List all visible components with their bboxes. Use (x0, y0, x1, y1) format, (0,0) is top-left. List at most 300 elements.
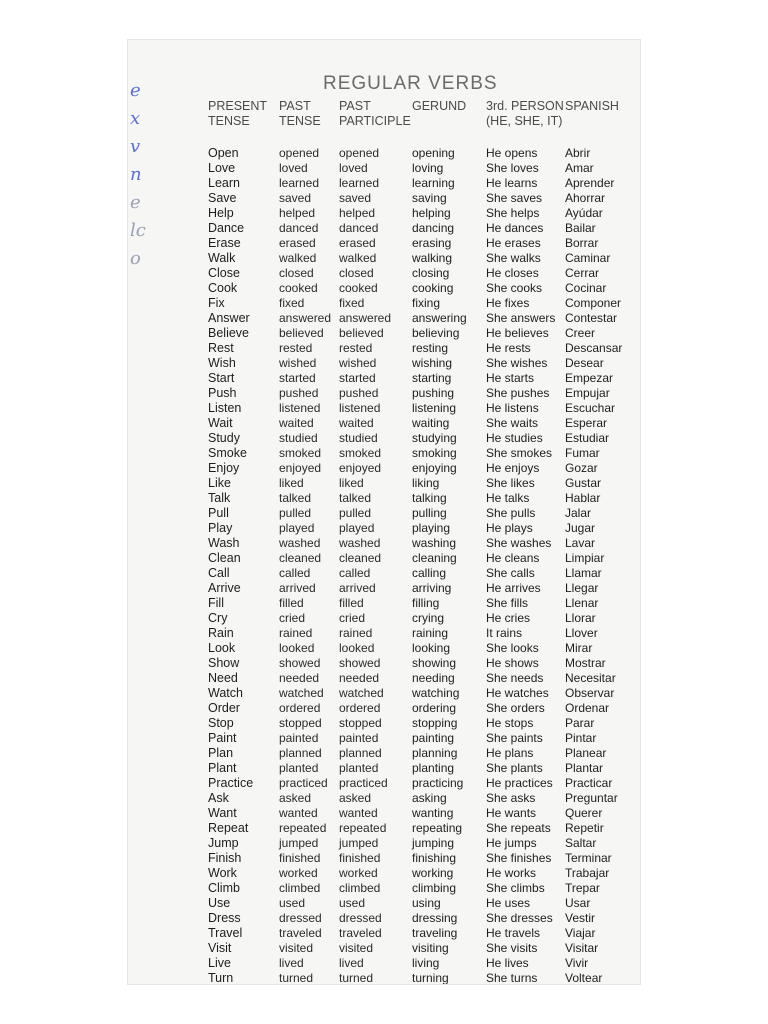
verb-cell: calling (412, 566, 447, 580)
verb-cell: talking (412, 491, 447, 505)
verb-cell: Observar (565, 686, 615, 700)
verb-cell: He enjoys (486, 461, 540, 475)
verb-cell: opened (339, 146, 380, 160)
verb-cell: Escuchar (565, 401, 616, 415)
verb-cell: dancing (412, 221, 455, 235)
verb-cell: planted (279, 761, 319, 775)
verb-cell: Repeat (208, 821, 249, 835)
verb-cell: painted (339, 731, 379, 745)
verb-cell: showing (412, 656, 457, 670)
verb-cell: ordered (279, 701, 321, 715)
verb-cell: wanting (412, 806, 454, 820)
verb-cell: Llegar (565, 581, 599, 595)
verb-cell: showed (339, 656, 381, 670)
verb-cell: used (339, 896, 366, 910)
verb-cell: She pushes (486, 386, 550, 400)
verb-cell: Rain (208, 626, 234, 640)
verb-cell: He arrives (486, 581, 541, 595)
verb-cell: started (279, 371, 316, 385)
verb-cell: Querer (565, 806, 603, 820)
verb-cell: He shows (486, 656, 539, 670)
verb-cell: listening (412, 401, 457, 415)
verb-cell: Watch (208, 686, 243, 700)
verb-cell: Lavar (565, 536, 596, 550)
verb-cell: He works (486, 866, 537, 880)
verb-cell: It rains (486, 626, 523, 640)
verb-cell: needed (279, 671, 320, 685)
verb-cell: Trepar (565, 881, 600, 895)
verb-cell: Desear (565, 356, 604, 370)
verb-cell: Practice (208, 776, 254, 790)
verb-cell: Erase (208, 236, 241, 250)
verb-cell: Turn (208, 971, 234, 984)
verb-cell: She washes (486, 536, 552, 550)
verb-cell: Viajar (565, 926, 596, 940)
verb-cell: watching (412, 686, 460, 700)
verb-cell: Llorar (565, 611, 596, 625)
verb-cell: painting (412, 731, 455, 745)
verb-cell: Climb (208, 881, 240, 895)
verb-cell: ordered (339, 701, 381, 715)
verb-cell: answered (339, 311, 392, 325)
verb-cell: waited (279, 416, 314, 430)
verb-cell: asking (412, 791, 447, 805)
verb-cell: finishing (412, 851, 457, 865)
verb-cell: loving (412, 161, 444, 175)
verb-cell: Visitar (565, 941, 599, 955)
verb-cell: He dances (486, 221, 544, 235)
verb-cell: Amar (565, 161, 594, 175)
verb-cell: cried (339, 611, 366, 625)
verb-cell: smoked (279, 446, 322, 460)
verb-cell: She wishes (486, 356, 548, 370)
verb-cell: He jumps (486, 836, 537, 850)
verb-cell: Help (208, 206, 234, 220)
verb-cell: arrived (279, 581, 316, 595)
verb-cell: wanted (279, 806, 318, 820)
verb-cell: turned (279, 971, 314, 984)
verb-cell: Mirar (565, 641, 593, 655)
verb-cell: enjoying (412, 461, 457, 475)
verb-cell: He cleans (486, 551, 540, 565)
verb-cell: looking (412, 641, 451, 655)
verb-cell: Saltar (565, 836, 597, 850)
verb-cell: filled (279, 596, 304, 610)
verb-cell: helped (339, 206, 376, 220)
verb-cell: Planear (565, 746, 607, 760)
verb-cell: using (412, 896, 441, 910)
verb-cell: Study (208, 431, 240, 445)
verb-cell: She plants (486, 761, 543, 775)
verb-cell: Need (208, 671, 238, 685)
verb-cell: used (279, 896, 306, 910)
verb-cell: Gustar (565, 476, 602, 490)
verb-cell: He travels (486, 926, 541, 940)
verb-cell: Estudiar (565, 431, 610, 445)
verb-cell: traveled (339, 926, 382, 940)
verb-cell: planting (412, 761, 455, 775)
verb-cell: practiced (339, 776, 388, 790)
verb-cell: He listens (486, 401, 539, 415)
verb-cell: pushed (279, 386, 319, 400)
verb-cell: liked (339, 476, 364, 490)
verb-cell: studying (412, 431, 457, 445)
verb-cell: She waits (486, 416, 539, 430)
verb-cell: Pintar (565, 731, 597, 745)
verb-cell: living (412, 956, 440, 970)
verb-cell: Cerrar (565, 266, 600, 280)
verb-cell: danced (279, 221, 319, 235)
verb-cell: walking (412, 251, 453, 265)
verb-cell: She visits (486, 941, 538, 955)
verb-cell: visited (339, 941, 374, 955)
spanish-column (565, 146, 622, 984)
verb-cell: washed (279, 536, 321, 550)
verb-cell: wished (279, 356, 317, 370)
verb-cell: Love (208, 161, 236, 175)
verb-cell: She orders (486, 701, 545, 715)
verb-cell: Call (208, 566, 230, 580)
verb-cell: waited (339, 416, 374, 430)
margin-mark: n (130, 164, 142, 185)
verb-cell: showed (279, 656, 321, 670)
verb-cell: asked (339, 791, 372, 805)
verb-cell: Cocinar (565, 281, 607, 295)
verb-cell: He learns (486, 176, 538, 190)
verb-cell: She climbs (486, 881, 545, 895)
verb-cell: playing (412, 521, 451, 535)
verb-cell: asked (279, 791, 312, 805)
verb-cell: Preguntar (565, 791, 618, 805)
verb-cell: Believe (208, 326, 249, 340)
verb-cell: Plant (208, 761, 237, 775)
verb-cell: dressed (339, 911, 382, 925)
verb-cell: Rest (208, 341, 234, 355)
verb-cell: Show (208, 656, 240, 670)
verb-cell: Voltear (565, 971, 603, 984)
verb-cell: learned (279, 176, 320, 190)
margin-mark: e (130, 192, 141, 213)
verb-cell: visited (279, 941, 314, 955)
verb-cell: arrived (339, 581, 376, 595)
verb-cell: Travel (208, 926, 243, 940)
verb-cell: believing (412, 326, 460, 340)
gerund-column (412, 146, 467, 984)
verb-cell: learning (412, 176, 455, 190)
verb-cell: Jugar (565, 521, 596, 535)
verb-cell: Arrive (208, 581, 241, 595)
verb-cell: Wait (208, 416, 233, 430)
verb-cell: traveled (279, 926, 322, 940)
verb-cell: planned (279, 746, 322, 760)
verb-cell: painted (279, 731, 319, 745)
verb-cell: watched (279, 686, 324, 700)
verb-cell: studied (339, 431, 378, 445)
verb-cell: lived (339, 956, 364, 970)
verb-cell: saved (279, 191, 312, 205)
verb-cell: Learn (208, 176, 240, 190)
verb-cell: listened (339, 401, 381, 415)
verb-cell: watched (339, 686, 384, 700)
verb-cell: He plans (486, 746, 534, 760)
verb-cell: needing (412, 671, 455, 685)
verb-cell: waiting (412, 416, 450, 430)
verb-cell: He erases (486, 236, 541, 250)
verb-cell: She pulls (486, 506, 536, 520)
verb-cell: climbing (412, 881, 457, 895)
verb-cell: Borrar (565, 236, 599, 250)
verb-cell: Dress (208, 911, 241, 925)
verb-cell: worked (339, 866, 378, 880)
verb-cell: worked (279, 866, 318, 880)
verb-cell: Wish (208, 356, 236, 370)
verb-cell: Work (208, 866, 237, 880)
verb-cell: Hablar (565, 491, 601, 505)
verb-cell: saved (339, 191, 372, 205)
verb-cell: danced (339, 221, 379, 235)
verb-cell: Wash (208, 536, 240, 550)
verb-cell: planted (339, 761, 379, 775)
verb-cell: stopped (279, 716, 322, 730)
verb-cell: She saves (486, 191, 543, 205)
header-gerund: GERUND (412, 99, 467, 113)
verb-cell: rained (339, 626, 373, 640)
verb-cell: repeated (279, 821, 327, 835)
verb-sheet (128, 40, 640, 984)
verb-cell: She cooks (486, 281, 543, 295)
verb-cell: closing (412, 266, 450, 280)
verb-cell: Usar (565, 896, 591, 910)
verb-cell: looked (279, 641, 315, 655)
verb-cell: opening (412, 146, 455, 160)
verb-cell: Listen (208, 401, 242, 415)
verb-cell: smoked (339, 446, 382, 460)
verb-cell: He lives (486, 956, 529, 970)
verb-cell: started (339, 371, 376, 385)
verb-cell: finished (279, 851, 321, 865)
verb-cell: climbed (339, 881, 381, 895)
verb-cell: practiced (279, 776, 328, 790)
verb-cell: Smoke (208, 446, 247, 460)
verb-cell: She fills (486, 596, 529, 610)
margin-mark: e (130, 80, 141, 101)
verb-cell: jumped (339, 836, 379, 850)
verb-cell: stopping (412, 716, 458, 730)
verb-cell: closed (339, 266, 374, 280)
verb-cell: talked (279, 491, 312, 505)
verb-cell: planned (339, 746, 382, 760)
verb-cell: filled (339, 596, 364, 610)
verb-cell: enjoyed (339, 461, 382, 475)
verb-cell: Talk (208, 491, 231, 505)
verb-cell: learned (339, 176, 380, 190)
verb-cell: dressed (279, 911, 322, 925)
verb-cell: cleaning (412, 551, 457, 565)
verb-cell: Llover (565, 626, 598, 640)
verb-cell: listened (279, 401, 321, 415)
verb-cell: lived (279, 956, 304, 970)
verb-cell: Like (208, 476, 231, 490)
verb-cell: He cries (486, 611, 531, 625)
verb-cell: Empujar (565, 386, 610, 400)
verb-cell: Creer (565, 326, 596, 340)
verb-cell: saving (412, 191, 447, 205)
verb-cell: Practicar (565, 776, 613, 790)
verb-cell: fixed (279, 296, 305, 310)
verb-cell: pushing (412, 386, 455, 400)
verb-cell: He plays (486, 521, 533, 535)
verb-cell: Vestir (565, 911, 596, 925)
verb-cell: starting (412, 371, 452, 385)
verb-cell: answered (279, 311, 332, 325)
verb-cell: Pull (208, 506, 229, 520)
verb-cell: Jump (208, 836, 239, 850)
verb-cell: Limpiar (565, 551, 605, 565)
verb-cell: called (279, 566, 311, 580)
verb-cell: Plan (208, 746, 234, 760)
header-third-person: 3rd. PERSON (HE, SHE, IT) (486, 99, 564, 128)
verb-cell: filling (412, 596, 440, 610)
present-tense-column (208, 146, 253, 984)
verb-cell: She paints (486, 731, 543, 745)
verb-cell: Terminar (565, 851, 612, 865)
verb-cell: Open (208, 146, 239, 160)
verb-cell: rested (339, 341, 373, 355)
verb-cell: Ayúdar (565, 206, 603, 220)
verb-cell: rested (279, 341, 313, 355)
verb-cell: finished (339, 851, 381, 865)
verb-cell: climbed (279, 881, 321, 895)
verb-cell: Jalar (565, 506, 592, 520)
verb-cell: Necesitar (565, 671, 616, 685)
verb-cell: She turns (486, 971, 538, 984)
verb-cell: Gozar (565, 461, 598, 475)
verb-cell: cooked (279, 281, 318, 295)
verb-cell: cooking (412, 281, 454, 295)
verb-cell: talked (339, 491, 372, 505)
verb-cell: fixing (412, 296, 441, 310)
verb-cell: She needs (486, 671, 544, 685)
verb-cell: Esperar (565, 416, 608, 430)
verb-cell: helped (279, 206, 316, 220)
verb-cell: cleaned (279, 551, 322, 565)
verb-cell: crying (412, 611, 445, 625)
verb-cell: played (339, 521, 375, 535)
verb-cell: Llenar (565, 596, 599, 610)
verb-cell: Contestar (565, 311, 618, 325)
margin-mark: o (130, 248, 141, 269)
verb-cell: She walks (486, 251, 541, 265)
verb-cell: He practices (486, 776, 553, 790)
verb-cell: Dance (208, 221, 245, 235)
margin-handwriting (128, 80, 158, 410)
verb-cell: Repetir (565, 821, 604, 835)
verb-cell: Answer (208, 311, 250, 325)
verb-cell: Trabajar (565, 866, 610, 880)
verb-cell: loved (339, 161, 368, 175)
verb-cell: pulling (412, 506, 447, 520)
verb-cell: turned (339, 971, 374, 984)
verb-cell: Cry (208, 611, 228, 625)
verb-cell: Fill (208, 596, 224, 610)
verb-cell: Stop (208, 716, 234, 730)
verb-cell: fixed (339, 296, 365, 310)
verb-cell: She finishes (486, 851, 552, 865)
verb-cell: Componer (565, 296, 622, 310)
verb-cell: believed (279, 326, 324, 340)
verb-cell: jumping (412, 836, 455, 850)
verb-cell: erased (339, 236, 376, 250)
verb-cell: He fixes (486, 296, 530, 310)
verb-cell: erased (279, 236, 316, 250)
verb-cell: dressing (412, 911, 458, 925)
verb-cell: She answers (486, 311, 556, 325)
verb-cell: believed (339, 326, 384, 340)
verb-cell: She calls (486, 566, 535, 580)
verb-cell: played (279, 521, 315, 535)
verb-cell: helping (412, 206, 451, 220)
verb-cell: He stops (486, 716, 534, 730)
verb-cell: Live (208, 956, 231, 970)
verb-cell: cried (279, 611, 306, 625)
verb-cell: arriving (412, 581, 452, 595)
verb-cell: closed (279, 266, 314, 280)
verb-cell: Clean (208, 551, 241, 565)
verb-cell: turning (412, 971, 449, 984)
verb-cell: She smokes (486, 446, 553, 460)
verb-cell: washing (412, 536, 457, 550)
verb-cell: Save (208, 191, 237, 205)
verb-cell: Vivir (565, 956, 589, 970)
verb-cell: Visit (208, 941, 232, 955)
verb-cell: opened (279, 146, 320, 160)
past-participle-column (339, 146, 391, 984)
verb-cell: Walk (208, 251, 236, 265)
verb-cell: He opens (486, 146, 538, 160)
margin-mark: x (130, 108, 141, 129)
verb-cell: She asks (486, 791, 536, 805)
verb-cell: pushed (339, 386, 379, 400)
verb-cell: Use (208, 896, 231, 910)
verb-cell: Push (208, 386, 237, 400)
verb-cell: ordering (412, 701, 457, 715)
verb-cell: Close (208, 266, 240, 280)
verb-cell: She dresses (486, 911, 553, 925)
verb-cell: Descansar (565, 341, 623, 355)
verb-cell: liked (279, 476, 304, 490)
verb-cell: resting (412, 341, 449, 355)
verb-cell: Empezar (565, 371, 614, 385)
verb-cell: Paint (208, 731, 237, 745)
verb-cell: He watches (486, 686, 549, 700)
verb-cell: Play (208, 521, 233, 535)
verb-cell: practicing (412, 776, 464, 790)
verb-cell: He uses (486, 896, 531, 910)
verb-cell: She looks (486, 641, 539, 655)
verb-cell: Fumar (565, 446, 600, 460)
verb-cell: He studies (486, 431, 543, 445)
verb-cell: wanted (339, 806, 378, 820)
verb-cell: Mostrar (565, 656, 606, 670)
verb-cell: wishing (412, 356, 453, 370)
verb-cell: He rests (486, 341, 531, 355)
verb-cell: She loves (486, 161, 539, 175)
past-tense-column (279, 146, 331, 984)
verb-cell: stopped (339, 716, 382, 730)
verb-cell: Fix (208, 296, 225, 310)
verb-cell: raining (412, 626, 449, 640)
verb-cell: Cook (208, 281, 238, 295)
